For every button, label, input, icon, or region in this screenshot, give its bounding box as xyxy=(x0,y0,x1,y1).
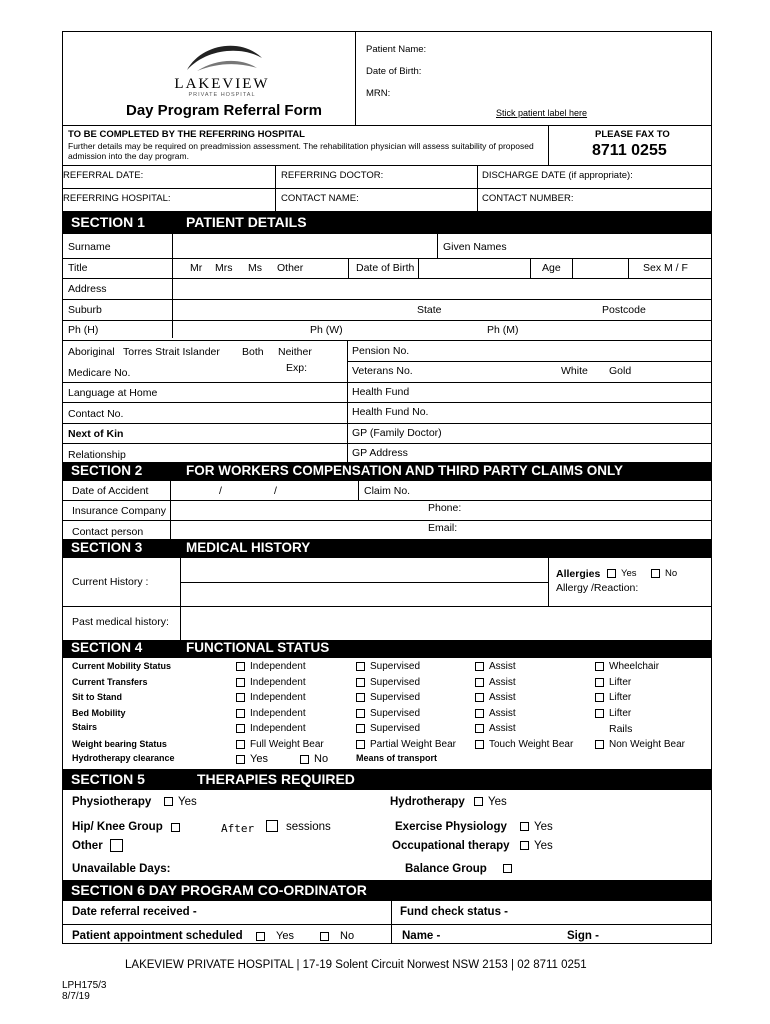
section2-title: FOR WORKERS COMPENSATION AND THIRD PARTY CLAIMS ONLY xyxy=(186,463,624,478)
occupational-therapy-label: Occupational therapy xyxy=(392,840,510,852)
functional-option[interactable]: Supervised xyxy=(356,661,420,672)
logo-subtitle: PRIVATE HOSPITAL xyxy=(188,92,256,98)
form-code: LPH175/3 xyxy=(62,980,107,991)
checkbox[interactable] xyxy=(595,709,604,718)
section1-header xyxy=(62,211,712,234)
checkbox[interactable] xyxy=(595,678,604,687)
hydrotherapy-label: Hydrotherapy xyxy=(390,796,465,808)
address-field[interactable]: Address xyxy=(68,283,107,295)
accident-date-separator: / xyxy=(219,485,222,497)
hydrotherapy-clearance-label: Hydrotherapy clearance xyxy=(72,753,175,763)
functional-option[interactable]: Assist xyxy=(475,677,516,688)
functional-option[interactable]: Assist xyxy=(475,708,516,719)
functional-option[interactable]: Lifter xyxy=(595,677,631,688)
neither-option[interactable]: Neither xyxy=(278,346,312,358)
logo-swoosh-icon xyxy=(172,38,272,78)
title-mrs-option[interactable]: Mrs xyxy=(215,262,233,274)
section6-header xyxy=(62,880,712,901)
form-title: Day Program Referral Form xyxy=(126,102,322,119)
state-field[interactable]: State xyxy=(417,304,442,316)
checkbox[interactable] xyxy=(475,740,484,749)
checkbox[interactable] xyxy=(475,693,484,702)
next-of-kin-field[interactable]: Next of Kin xyxy=(68,428,124,440)
checkbox[interactable] xyxy=(320,932,329,941)
fax-label: PLEASE FAX TO xyxy=(595,129,670,140)
section3-header xyxy=(62,539,712,558)
section4-number: SECTION 4 xyxy=(71,640,143,655)
section2-header xyxy=(62,462,712,481)
pension-field[interactable]: Pension No. xyxy=(352,345,410,357)
functional-option[interactable]: Supervised xyxy=(356,723,420,734)
functional-row-label: Sit to Stand xyxy=(72,692,122,702)
veterans-gold-option[interactable]: Gold xyxy=(609,365,632,377)
allergies-yes-option[interactable]: Yes xyxy=(607,568,637,579)
section6-title: SECTION 6 DAY PROGRAM CO-ORDINATOR xyxy=(71,882,367,898)
functional-row-label: Current Mobility Status xyxy=(72,661,172,671)
fax-number: 8711 0255 xyxy=(592,142,667,159)
allergy-reaction-field[interactable]: Allergy /Reaction: xyxy=(556,582,639,594)
checkbox[interactable] xyxy=(356,693,365,702)
checkbox[interactable] xyxy=(520,841,529,850)
gp-address-field[interactable]: GP Address xyxy=(352,447,408,459)
functional-option[interactable]: Lifter xyxy=(595,692,631,703)
age-field[interactable]: Age xyxy=(542,262,561,274)
means-of-transport-field[interactable]: Means of transport xyxy=(356,753,438,763)
section5-header xyxy=(62,769,712,790)
functional-option[interactable]: Touch Weight Bear xyxy=(475,739,573,750)
medicare-expiry-field[interactable]: Exp: xyxy=(286,362,308,374)
veterans-white-option[interactable]: White xyxy=(561,365,588,377)
functional-option[interactable]: Assist xyxy=(475,692,516,703)
relationship-field[interactable]: Relationship xyxy=(68,449,126,461)
discharge-date-field[interactable]: DISCHARGE DATE (if appropriate): xyxy=(482,170,633,181)
other-therapy-label: Other xyxy=(72,840,103,852)
referral-date-field[interactable]: REFERRAL DATE: xyxy=(63,170,144,181)
insurer-email-field[interactable]: Email: xyxy=(428,522,458,534)
checkbox[interactable] xyxy=(356,709,365,718)
hydro-clearance-no-option[interactable]: No xyxy=(300,753,328,765)
functional-option[interactable]: Independent xyxy=(236,692,306,703)
unavailable-days-field[interactable]: Unavailable Days: xyxy=(72,863,171,875)
checkbox[interactable] xyxy=(236,755,245,764)
functional-row-label: Weight bearing Status xyxy=(72,739,167,749)
sessions-label: sessions xyxy=(286,821,331,833)
fund-check-status-field[interactable]: Fund check status - xyxy=(400,906,508,918)
logo xyxy=(172,38,272,98)
coordinator-name-field[interactable]: Name - xyxy=(402,930,441,942)
past-medical-history-field[interactable]: Past medical history: xyxy=(72,616,169,628)
logo-name: LAKEVIEW xyxy=(174,76,270,92)
date-of-accident-field[interactable]: Date of Accident xyxy=(72,485,149,497)
section5-title: THERAPIES REQUIRED xyxy=(197,771,355,787)
other-therapy-checkbox[interactable] xyxy=(110,839,123,852)
form-version-date: 8/7/19 xyxy=(62,991,90,1002)
title-mr-option[interactable]: Mr xyxy=(190,262,203,274)
functional-row-label: Stairs xyxy=(72,722,98,732)
exercise-physiology-yes-option[interactable]: Yes xyxy=(520,821,553,833)
functional-option[interactable]: Lifter xyxy=(595,708,631,719)
checkbox[interactable] xyxy=(300,755,309,764)
phone-mobile-field[interactable]: Ph (M) xyxy=(487,324,519,336)
checkbox[interactable] xyxy=(236,693,245,702)
functional-option[interactable]: Assist xyxy=(475,723,516,734)
checkbox[interactable] xyxy=(356,662,365,671)
functional-option[interactable]: Wheelchair xyxy=(595,661,659,672)
checkbox[interactable] xyxy=(595,662,604,671)
referring-note: Further details may be required on preadmission assessment. The rehabilitation physician will assess suitability of proposed admission into the day program. xyxy=(68,141,534,161)
appointment-yes-option[interactable]: Yes xyxy=(256,930,294,942)
functional-option[interactable]: Supervised xyxy=(356,677,420,688)
aboriginal-option[interactable]: Aboriginal xyxy=(68,346,115,358)
title-label: Title xyxy=(68,262,88,274)
checkbox[interactable] xyxy=(520,822,529,831)
checkbox[interactable] xyxy=(475,662,484,671)
patient-name-field[interactable]: Patient Name: xyxy=(366,44,427,55)
hydrotherapy-yes-option[interactable]: Yes xyxy=(474,796,507,808)
sessions-count-box[interactable] xyxy=(266,820,278,832)
footer-address: LAKEVIEW PRIVATE HOSPITAL | 17-19 Solent Circuit Norwest NSW 2153 | 02 8711 0251 xyxy=(125,959,587,971)
functional-option[interactable]: Independent xyxy=(236,661,306,672)
checkbox[interactable] xyxy=(356,678,365,687)
date-of-birth-field[interactable]: Date of Birth: xyxy=(366,66,422,77)
torres-strait-option[interactable]: Torres Strait Islander xyxy=(123,346,220,358)
gp-field[interactable]: GP (Family Doctor) xyxy=(352,427,442,439)
hip-knee-checkbox[interactable] xyxy=(171,823,180,832)
section5-number: SECTION 5 xyxy=(71,771,145,787)
hydro-clearance-yes-option[interactable]: Yes xyxy=(236,753,268,765)
balance-group-label: Balance Group xyxy=(405,863,487,875)
suburb-field[interactable]: Suburb xyxy=(68,304,102,316)
checkbox[interactable] xyxy=(474,797,483,806)
insurer-phone-field[interactable]: Phone: xyxy=(428,502,462,514)
contact-no-field[interactable]: Contact No. xyxy=(68,408,124,420)
veterans-field[interactable]: Veterans No. xyxy=(352,365,413,377)
functional-option[interactable]: Independent xyxy=(236,677,306,688)
checkbox[interactable] xyxy=(595,740,604,749)
occupational-therapy-yes-option[interactable]: Yes xyxy=(520,840,553,852)
checkbox[interactable] xyxy=(236,709,245,718)
given-names-field[interactable]: Given Names xyxy=(443,241,507,253)
accident-date-separator: / xyxy=(274,485,277,497)
section4-header xyxy=(62,640,712,658)
checkbox[interactable] xyxy=(475,678,484,687)
contact-name-field[interactable]: CONTACT NAME: xyxy=(281,193,359,204)
functional-option[interactable]: Supervised xyxy=(356,692,420,703)
health-fund-field[interactable]: Health Fund xyxy=(352,386,410,398)
phone-home-field[interactable]: Ph (H) xyxy=(68,324,99,336)
postcode-field[interactable]: Postcode xyxy=(602,304,646,316)
appointment-no-option[interactable]: No xyxy=(320,930,354,942)
allergies-yes-checkbox[interactable] xyxy=(607,569,616,578)
checkbox[interactable] xyxy=(236,678,245,687)
referring-heading: TO BE COMPLETED BY THE REFERRING HOSPITAL xyxy=(68,129,305,140)
both-option[interactable]: Both xyxy=(242,346,264,358)
insurance-company-field[interactable]: Insurance Company xyxy=(72,505,166,517)
title-ms-option[interactable]: Ms xyxy=(248,262,262,274)
contact-number-field[interactable]: CONTACT NUMBER: xyxy=(482,193,574,204)
patient-label-area: Stick patient label here xyxy=(496,108,588,118)
language-field[interactable]: Language at Home xyxy=(68,387,158,399)
health-fund-no-field[interactable]: Health Fund No. xyxy=(352,406,429,418)
checkbox[interactable] xyxy=(356,740,365,749)
checkbox[interactable] xyxy=(236,662,245,671)
allergies-no-option[interactable]: No xyxy=(651,568,677,579)
section3-title: MEDICAL HISTORY xyxy=(186,540,311,555)
functional-option[interactable]: Partial Weight Bear xyxy=(356,739,456,750)
mrn-field[interactable]: MRN: xyxy=(366,88,391,99)
coordinator-sign-field[interactable]: Sign - xyxy=(567,930,599,942)
referring-doctor-field[interactable]: REFERRING DOCTOR: xyxy=(281,170,384,181)
section1-title: PATIENT DETAILS xyxy=(186,214,307,230)
checkbox[interactable] xyxy=(475,724,484,733)
sex-field[interactable]: Sex M / F xyxy=(643,262,688,274)
appointment-scheduled-label: Patient appointment scheduled xyxy=(72,930,243,942)
after-label: After xyxy=(221,822,255,835)
date-referral-received-field[interactable]: Date referral received - xyxy=(72,906,197,918)
contact-person-field[interactable]: Contact person xyxy=(72,526,144,538)
dob-field[interactable]: Date of Birth xyxy=(356,262,415,274)
functional-option[interactable]: Full Weight Bear xyxy=(236,739,324,750)
functional-option[interactable]: Rails xyxy=(609,723,633,735)
physiotherapy-label: Physiotherapy xyxy=(72,796,152,808)
surname-field[interactable]: Surname xyxy=(68,241,111,253)
functional-option[interactable]: Supervised xyxy=(356,708,420,719)
allergies-no-checkbox[interactable] xyxy=(651,569,660,578)
medicare-field[interactable]: Medicare No. xyxy=(68,367,131,379)
current-history-field[interactable]: Current History : xyxy=(72,576,149,588)
checkbox[interactable] xyxy=(236,724,245,733)
balance-group-checkbox[interactable] xyxy=(503,864,512,873)
functional-row-label: Bed Mobility xyxy=(72,708,126,718)
section4-title: FUNCTIONAL STATUS xyxy=(186,640,330,655)
checkbox[interactable] xyxy=(475,709,484,718)
referring-hospital-field[interactable]: REFERRING HOSPITAL: xyxy=(63,193,171,204)
checkbox[interactable] xyxy=(236,740,245,749)
functional-option[interactable]: Non Weight Bear xyxy=(595,739,685,750)
hip-knee-group-label: Hip/ Knee Group xyxy=(72,821,163,833)
section1-number: SECTION 1 xyxy=(71,214,145,230)
checkbox[interactable] xyxy=(256,932,265,941)
exercise-physiology-label: Exercise Physiology xyxy=(395,821,507,833)
phone-work-field[interactable]: Ph (W) xyxy=(310,324,343,336)
checkbox[interactable] xyxy=(595,693,604,702)
functional-option[interactable]: Assist xyxy=(475,661,516,672)
section2-number: SECTION 2 xyxy=(71,463,143,478)
functional-option[interactable]: Independent xyxy=(236,723,306,734)
physiotherapy-yes-option[interactable]: Yes xyxy=(164,796,197,808)
functional-option[interactable]: Independent xyxy=(236,708,306,719)
title-other-option[interactable]: Other xyxy=(277,262,304,274)
checkbox[interactable] xyxy=(164,797,173,806)
claim-no-field[interactable]: Claim No. xyxy=(364,485,411,497)
functional-row-label: Current Transfers xyxy=(72,677,148,687)
allergies-label: Allergies xyxy=(556,568,601,580)
section3-number: SECTION 3 xyxy=(71,540,143,555)
checkbox[interactable] xyxy=(356,724,365,733)
